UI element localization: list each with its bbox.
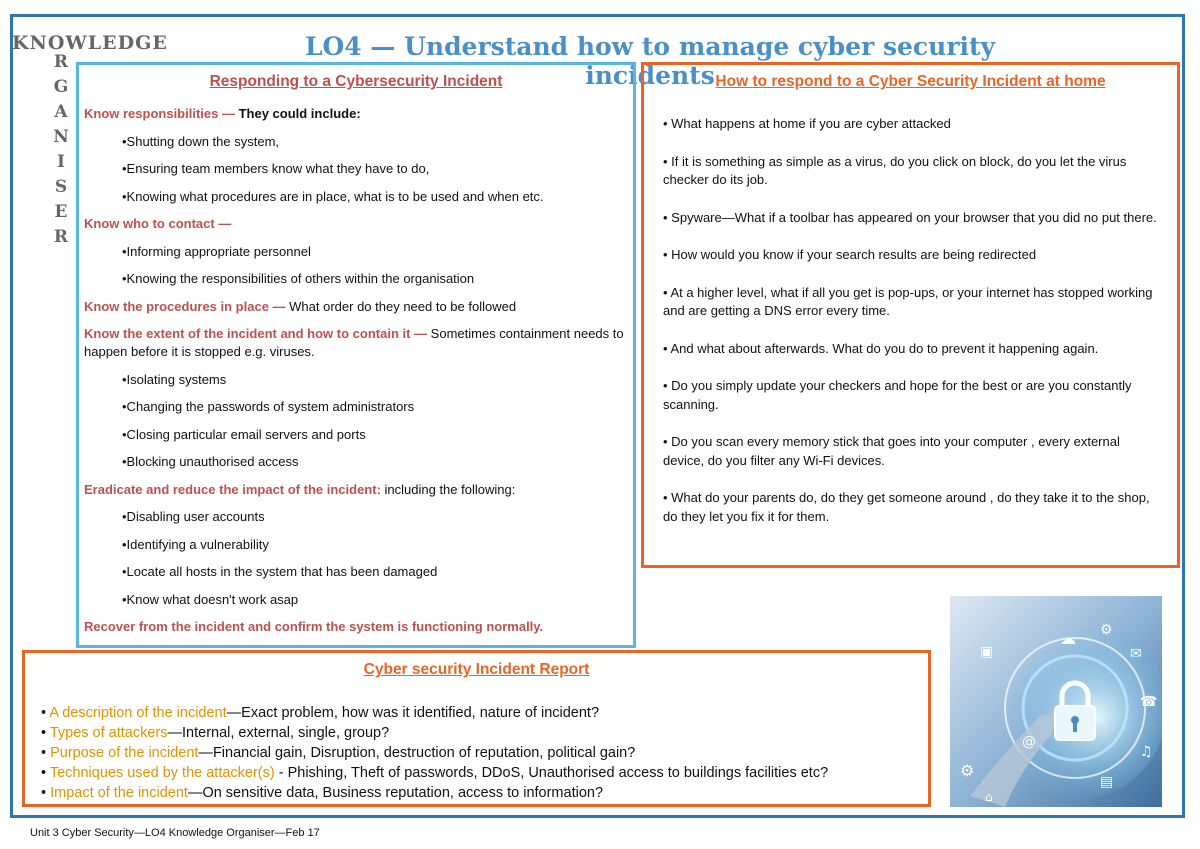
organiser-letter: R <box>53 52 69 72</box>
eradicate-text: including the following: <box>384 481 516 497</box>
report-text: —Financial gain, Disruption, destruction of reputation, political gain? <box>198 745 636 761</box>
list-item: • Purpose of the incident—Financial gain, Disruption, destruction of reputation, political gain? <box>41 745 636 761</box>
organiser-letter: G <box>53 77 69 97</box>
list-item: •Know what doesn't work asap <box>122 591 299 607</box>
responsibilities-label: Know responsibilities — <box>84 106 239 121</box>
organiser-letter: R <box>53 227 69 247</box>
eradicate-row <box>84 481 629 499</box>
list-item: • Impact of the incident—On sensitive data, Business reputation, access to information? <box>41 785 604 801</box>
list-item: • At a higher level, what if all you get is pop-ups, or your internet has stopped working and are getting a DNS error every time. <box>663 284 1153 318</box>
list-item: •Shutting down the system, <box>122 133 280 149</box>
report-key: Techniques used by the attacker(s) <box>49 765 275 781</box>
contact-label: Know who to contact — <box>84 216 232 231</box>
procedures-text: What order do they need to be followed <box>289 298 517 314</box>
list-item: • And what about afterwards. What do you do to prevent it happening again. <box>663 340 1099 356</box>
report-text: - Phishing, Theft of passwords, DDoS, Unauthorised access to buildings facilities etc? <box>274 765 829 781</box>
report-text: —Internal, external, single, group? <box>167 725 390 741</box>
list-item: • A description of the incident—Exact problem, how was it identified, nature of incident? <box>41 705 600 721</box>
organiser-letter: A <box>54 102 68 122</box>
list-item: •Disabling user accounts <box>122 509 265 524</box>
svg-text:☎: ☎ <box>1140 694 1158 710</box>
responsibilities-row <box>84 105 629 123</box>
home-incident-list <box>663 115 1163 545</box>
list-item: • Types of attackers—Internal, external, single, group? <box>41 725 390 741</box>
extent-text: Sometimes containment needs to happen before it is stopped e.g. viruses. <box>84 326 624 359</box>
report-text: —On sensitive data, Business reputation, access to information? <box>187 785 604 801</box>
list-item: • If it is something as simple as a virus, do you click on block, do you let the virus checker do its job. <box>663 153 1127 187</box>
organiser-letter: E <box>54 202 68 222</box>
report-key: Purpose of the incident <box>50 745 199 761</box>
list-item: • What do your parents do, do they get someone around , do they take it to the shop, do they let you fix it for them. <box>663 490 1150 524</box>
svg-text:♫: ♫ <box>1140 744 1153 760</box>
report-key: Types of attackers <box>49 725 168 741</box>
panel-heading: How to respond to a Cyber Security Incident at home <box>715 73 1106 90</box>
contact-row <box>84 215 629 233</box>
cyber-security-image <box>950 596 1162 807</box>
extent-label: Know the extent of the incident and how to contain it — <box>84 326 431 341</box>
report-key: Impact of the incident <box>50 785 188 801</box>
procedures-label: Know the procedures in place — <box>84 298 290 314</box>
organiser-vertical-label <box>52 52 70 252</box>
list-item: •Informing appropriate personnel <box>122 243 311 259</box>
svg-text:☁: ☁ <box>1060 629 1076 648</box>
list-item: • How would you know if your search results are being redirected <box>663 247 1037 262</box>
list-item: • Do you scan every memory stick that goes into your computer , every external device, do you filter any Wi-Fi devices. <box>663 434 1120 468</box>
responsibilities-text: They could include: <box>238 106 361 121</box>
list-item: •Changing the passwords of system administrators <box>122 399 415 414</box>
svg-text:⚙: ⚙ <box>1100 622 1113 638</box>
organiser-letter: S <box>54 177 68 197</box>
responding-incident-panel <box>76 62 636 648</box>
list-item: •Ensuring team members know what they have to do, <box>122 161 430 176</box>
svg-text:▣: ▣ <box>980 644 994 660</box>
footer-text: Unit 3 Cyber Security—LO4 Knowledge Organiser—Feb 17 <box>30 827 320 839</box>
eradicate-label: Eradicate and reduce the impact of the incident: <box>84 481 385 497</box>
list-item: •Knowing what procedures are in place, what is to be used and when etc. <box>122 188 544 204</box>
svg-text:✉: ✉ <box>1130 646 1142 662</box>
recover-label: Recover from the incident and confirm the system is functioning normally. <box>84 619 544 634</box>
responding-content <box>84 105 629 646</box>
list-item: •Identifying a vulnerability <box>122 536 269 552</box>
list-item: • Spyware—What if a toolbar has appeared on your browser that you did no put there. <box>663 209 1157 225</box>
recover-row <box>84 618 629 636</box>
svg-text:@: @ <box>1022 734 1036 750</box>
extent-row <box>84 325 629 361</box>
report-text: —Exact problem, how was it identified, nature of incident? <box>226 705 600 721</box>
svg-text:▤: ▤ <box>1100 774 1114 790</box>
list-item: •Locate all hosts in the system that has been damaged <box>122 564 438 579</box>
list-item: • What happens at home if you are cyber attacked <box>663 116 951 131</box>
list-item: •Knowing the responsibilities of others within the organisation <box>122 271 475 286</box>
svg-text:⌂: ⌂ <box>985 790 993 804</box>
panel-heading: Cyber security Incident Report <box>363 661 590 678</box>
incident-report-panel <box>22 650 931 807</box>
list-item: • Do you simply update your checkers and hope for the best or are you constantly scanning. <box>663 378 1132 412</box>
svg-text:⚙: ⚙ <box>960 761 975 780</box>
organiser-letter: N <box>53 127 69 147</box>
page-title: LO4 — Understand how to manage cyber security incidents <box>304 32 996 90</box>
list-item: • Techniques used by the attacker(s) - Phishing, Theft of passwords, DDoS, Unauthorised access to buildings facilities etc? <box>41 765 829 781</box>
procedures-row <box>84 298 629 316</box>
knowledge-label: KNOWLEDGE <box>12 32 168 54</box>
list-item: •Isolating systems <box>122 371 227 387</box>
report-key: A description of the incident <box>49 705 227 721</box>
organiser-letter: I <box>57 152 65 172</box>
incident-report-list <box>41 703 920 803</box>
panel-heading: Responding to a Cybersecurity Incident <box>209 73 503 90</box>
home-incident-panel <box>641 62 1180 568</box>
list-item: •Blocking unauthorised access <box>122 454 299 469</box>
list-item: •Closing particular email servers and ports <box>122 426 366 442</box>
